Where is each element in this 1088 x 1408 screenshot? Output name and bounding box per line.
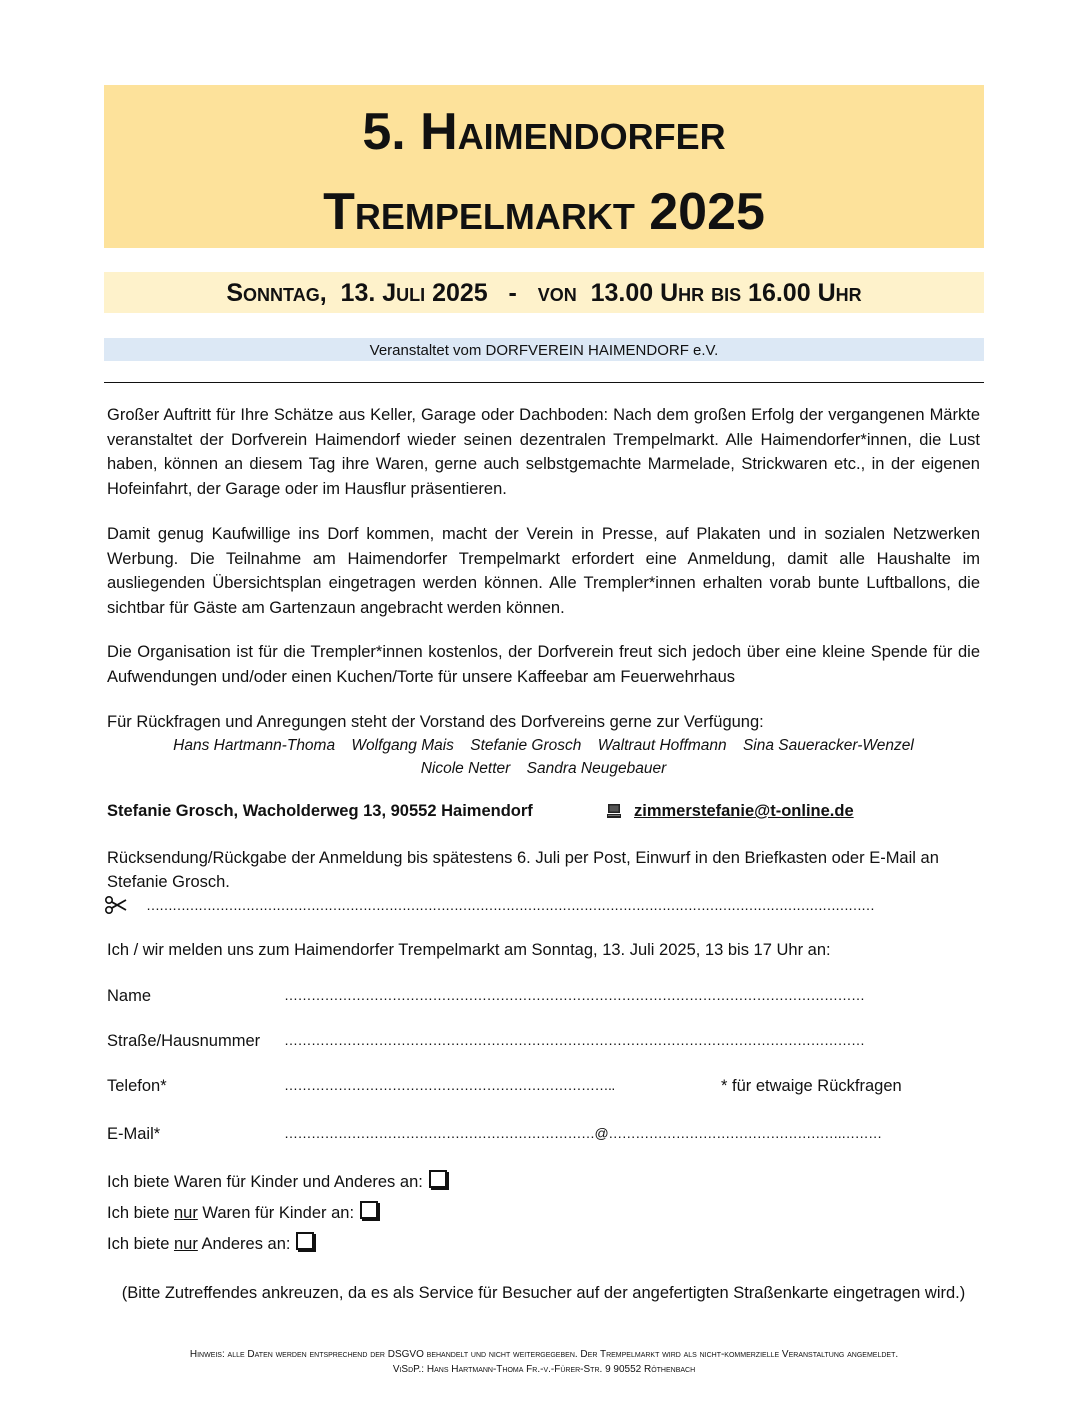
footer-imprint: ViSdP.: Hans Hartmann-Thoma Fr.-v.-Fürer-Str. 9 90552 Röthenbach — [392, 1364, 696, 1375]
checkbox-children-only[interactable] — [360, 1201, 378, 1219]
contact-intro: Für Rückfragen und Anregungen steht der Vorstand des Dorfvereins gerne zur Verfügung: — [107, 713, 764, 731]
registration-intro: Ich / wir melden uns zum Haimendorfer Trempelmarkt am Sonntag, 13. Juli 2025, 13 bis 17 Uhr an: — [107, 941, 831, 959]
divider — [104, 382, 984, 383]
board-member: Waltraut Hoffmann — [597, 737, 727, 754]
name-field[interactable]: ………………………………………………………………………………………………………………… — [284, 987, 865, 1003]
option-label-pre: Ich biete — [107, 1235, 174, 1253]
contact-address: Stefanie Grosch, Wacholderweg 13, 90552 Haimendorf — [107, 802, 533, 820]
cut-line: …………………………………………………………………………………………………………………………………………………… — [146, 897, 874, 913]
option-other-only — [107, 1232, 314, 1256]
return-note: Rücksendung/Rückgabe der Anmeldung bis spätestens 6. Juli per Post, Einwurf in den Briefkasten oder E-Mail an Stefanie Grosch. — [107, 849, 939, 891]
donation-paragraph: Die Organisation ist für die Trempler*innen kostenlos, der Dorfverein freut sich jedoch über eine kleine Spende für die Aufwendungen und/oder einen Kuchen/Torte für unsere Kaffeebar am Feuerwehrhaus — [107, 643, 980, 686]
advertising-paragraph: Damit genug Kaufwillige ins Dorf kommen, macht der Verein in Presse, auf Plakaten und in sozialen Netzwerken Werbung. Die Teilnahme am Haimendorfer Trempelmarkt erfordert eine Anmeldung, damit alle Haushalte im ausliegenden Übersichtsplan eingetragen werden können. Alle Trempler*innen erhalten vorab bunte Luftballons, die sichtbar für Gäste am Gartenzaun angebracht werden können. — [107, 525, 980, 617]
page-title-line1: 5. Haimendorfer — [362, 103, 726, 161]
checkbox-children-and-other[interactable] — [429, 1170, 447, 1188]
email-field[interactable]: ……………………………………………………………@…………………………………………….……… — [284, 1125, 882, 1141]
street-field[interactable]: ………………………………………………………………………………………………………………… — [284, 1032, 865, 1048]
email-label: E-Mail* — [107, 1125, 161, 1143]
phone-label: Telefon* — [107, 1077, 167, 1095]
board-member: Nicole Netter — [420, 760, 511, 777]
checkbox-other-only[interactable] — [296, 1232, 314, 1250]
board-member: Wolfgang Mais — [351, 737, 454, 754]
title-banner — [104, 85, 984, 248]
street-label: Straße/Hausnummer — [107, 1032, 261, 1050]
phone-footnote: * für etwaige Rückfragen — [721, 1077, 902, 1095]
contact-email-link[interactable]: zimmerstefanie@t-online.de — [634, 802, 854, 820]
intro-paragraph: Großer Auftritt für Ihre Schätze aus Keller, Garage oder Dachboden: Nach dem großen Erfolg der vergangenen Märkte veranstaltet der Dorfverein Haimendorf wieder seinen dezentralen Trempelmarkt. Alle Haimendorfer*innen, die Lust haben, können an diesem Tag ihre Waren, gerne auch selbstgemachte Marmelade, Strickwaren etc., in der eigenen Hofeinfahrt, der Garage oder im Hausflur präsentieren. — [107, 406, 980, 498]
checkbox-hint: (Bitte Zutreffendes ankreuzen, da es als Service für Besucher auf der angefertigten Straßenkarte eingetragen wird.) — [121, 1284, 966, 1302]
option-label-pre: Ich biete — [107, 1204, 174, 1222]
option-label-post: Waren für Kinder an: — [197, 1204, 355, 1222]
board-members-row1 — [107, 734, 980, 757]
board-member: Sina Saueracker-Wenzel — [742, 737, 914, 754]
option-label-post: Anderes an: — [197, 1235, 291, 1253]
board-members-row2 — [107, 757, 980, 780]
board-member: Stefanie Grosch — [470, 737, 582, 754]
scissors-icon — [104, 894, 128, 916]
footer-privacy-note: Hinweis: alle Daten werden entsprechend der DSGVO behandelt und nicht weitergegeben. Der Trempelmarkt wird als nicht-kommerzielle Veranstaltung angemeldet. — [189, 1349, 899, 1360]
name-label: Name — [107, 987, 152, 1005]
computer-icon — [606, 803, 622, 819]
organizer-banner: Veranstaltet vom DORFVEREIN HAIMENDORF e.V. — [104, 338, 984, 361]
option-children-only — [107, 1201, 378, 1225]
option-emphasis: nur — [173, 1204, 198, 1222]
option-emphasis: nur — [173, 1235, 198, 1253]
phone-field[interactable]: ……………………………………………………………….. — [284, 1077, 615, 1093]
board-member: Sandra Neugebauer — [526, 760, 667, 777]
page-title-line2: Trempelmarkt 2025 — [323, 183, 765, 241]
option-label: Ich biete Waren für Kinder und Anderes an: — [107, 1173, 423, 1191]
event-date-banner: Sonntag, 13. Juli 2025 - von 13.00 Uhr bis 16.00 Uhr — [104, 272, 984, 313]
board-member: Hans Hartmann-Thoma — [173, 737, 336, 754]
option-children-and-other — [107, 1170, 447, 1194]
